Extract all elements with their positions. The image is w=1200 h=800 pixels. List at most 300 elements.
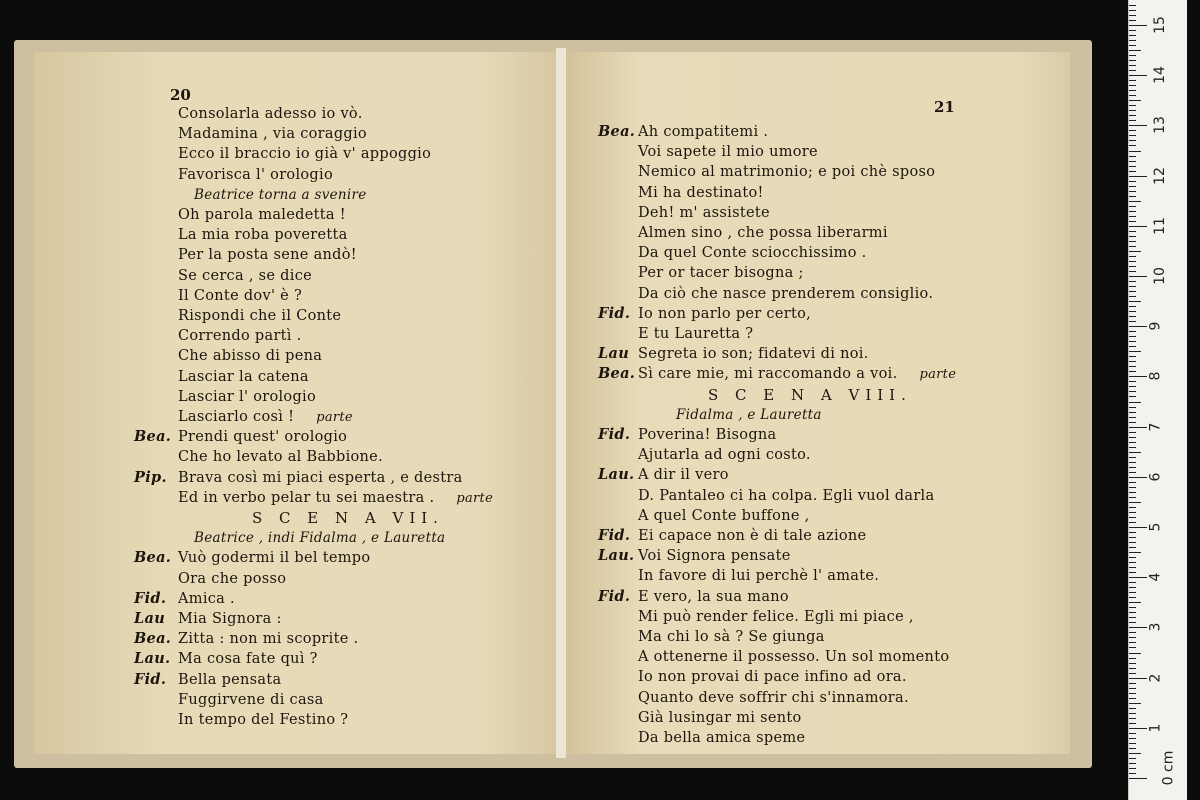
text-line: [178, 569, 286, 589]
ruler-tick: [1129, 758, 1136, 759]
ruler-tick: [1129, 502, 1141, 503]
ruler-tick: [1129, 673, 1136, 674]
ruler-tick: [1129, 517, 1136, 518]
speaker-label: Lau.: [598, 466, 635, 484]
ruler-tick: [1129, 708, 1136, 709]
ruler-tick: [1129, 261, 1136, 262]
ruler-tick: [1129, 30, 1136, 31]
line-text: Ma chi lo sà ? Se giunga: [638, 629, 825, 645]
line-text: Prendi quest' orologio: [178, 429, 348, 446]
line-text: A dir il vero: [638, 467, 729, 484]
ruler-tick: [1129, 161, 1136, 162]
text-line: [638, 203, 770, 223]
ruler-tick: [1129, 698, 1136, 699]
ruler-tick: [1129, 60, 1136, 61]
ruler-number: 13: [1151, 116, 1168, 135]
line-text: Mi ha destinato!: [638, 184, 764, 201]
ruler-tick: [1129, 171, 1136, 172]
speaker-label: Fid.: [134, 670, 167, 688]
text-line: [178, 690, 324, 710]
ruler-tick: [1129, 768, 1136, 769]
ruler-tick: [1129, 617, 1136, 618]
text-line: [638, 142, 818, 162]
ruler-tick: [1129, 266, 1136, 267]
line-text: Voi sapete il mio umore: [638, 144, 818, 161]
text-line: [638, 162, 935, 182]
speaker-label: Lau: [134, 610, 166, 627]
text-line: [598, 122, 768, 142]
ruler-tick: [1129, 738, 1136, 739]
ruler-tick: [1129, 497, 1136, 498]
ruler-tick: [1129, 186, 1136, 187]
text-line: [178, 346, 322, 366]
line-text: Ah compatitemi .: [638, 124, 769, 140]
ruler-tick: [1129, 216, 1136, 217]
ruler-tick: [1129, 301, 1141, 302]
ruler-tick: [1129, 703, 1141, 704]
ruler-tick: [1129, 286, 1136, 287]
ruler-tick: [1129, 512, 1136, 513]
text-line: [638, 607, 914, 627]
ruler-tick: [1129, 627, 1147, 628]
text-line: [708, 385, 912, 405]
ruler-tick: [1129, 688, 1136, 689]
ruler-tick: [1129, 251, 1141, 252]
text-line: [638, 627, 825, 647]
ruler-tick: [1129, 80, 1136, 81]
line-text: Mi può render felice. Egli mi piace ,: [638, 608, 914, 625]
ruler-tick: [1129, 427, 1147, 428]
ruler-number: 5: [1147, 522, 1164, 532]
ruler-tick: [1129, 181, 1136, 182]
text-line: [638, 667, 907, 687]
ruler-tick: [1129, 391, 1136, 392]
ruler-tick: [1129, 482, 1136, 483]
text-line: [134, 629, 358, 649]
text-line: [638, 243, 867, 263]
ruler-tick: [1129, 231, 1136, 232]
line-text: Per or tacer bisogna ;: [638, 265, 804, 282]
ruler-tick: [1129, 115, 1136, 116]
speaker-label: Lau.: [598, 547, 635, 565]
text-line: [178, 407, 353, 428]
ruler-tick: [1129, 412, 1136, 413]
text-line: [638, 183, 764, 203]
ruler-tick: [1129, 542, 1136, 543]
text-line: [178, 286, 302, 306]
line-text: Già lusingar mi sento: [638, 709, 802, 726]
line-text: Deh! m' assistete: [638, 204, 770, 221]
book-gutter: [556, 48, 566, 758]
text-line: [598, 364, 956, 385]
text-line: [178, 367, 309, 387]
speaker-label: Bea.: [598, 123, 636, 140]
line-text: Lasciarlo così !: [178, 409, 295, 425]
text-line: [638, 445, 811, 465]
ruler-tick: [1129, 45, 1136, 46]
ruler-tick: [1129, 35, 1136, 36]
ruler-tick: [1129, 296, 1136, 297]
text-line: [178, 144, 431, 164]
ruler-tick: [1129, 65, 1136, 66]
ruler-tick: [1129, 55, 1136, 56]
ruler-tick: [1129, 422, 1136, 423]
ruler-tick: [1129, 211, 1136, 212]
text-line: [178, 488, 493, 509]
ruler-tick: [1129, 156, 1136, 157]
ruler-tick: [1129, 567, 1136, 568]
text-line: [194, 185, 367, 205]
ruler-number: 4: [1147, 572, 1164, 582]
text-line: [178, 710, 348, 730]
ruler-tick: [1129, 196, 1136, 197]
ruler-tick: [1129, 467, 1136, 468]
text-line: [638, 708, 802, 728]
ruler-number: 1: [1147, 723, 1164, 733]
ruler-tick: [1129, 135, 1136, 136]
ruler-tick: [1129, 90, 1136, 91]
ruler-tick: [1129, 130, 1136, 131]
line-text: Bella pensata: [178, 671, 282, 688]
ruler-tick: [1129, 366, 1136, 367]
ruler-tick: [1129, 176, 1147, 177]
line-text: Fidalma , e Lauretta: [676, 406, 822, 423]
ruler-tick: [1129, 642, 1136, 643]
ruler-tick: [1129, 100, 1141, 101]
ruler-tick: [1129, 120, 1136, 121]
right-page: [566, 52, 1070, 754]
ruler-tick: [1129, 507, 1136, 508]
ruler-tick: [1129, 376, 1147, 377]
ruler-number: 6: [1147, 472, 1164, 482]
line-text: Mia Signora :: [178, 611, 282, 627]
line-text: Favorisca l' orologio: [178, 166, 333, 183]
text-line: [638, 486, 934, 506]
ruler-tick: [1129, 386, 1136, 387]
ruler-tick: [1129, 678, 1147, 679]
line-text: Ei capace non è di tale azione: [638, 528, 867, 544]
ruler-tick: [1129, 105, 1136, 106]
speaker-label: Fid.: [598, 426, 631, 443]
ruler-tick: [1129, 582, 1136, 583]
line-text: Brava così mi piaci esperta , e destra: [178, 469, 463, 486]
ruler-number: 14: [1151, 66, 1168, 85]
text-line: [134, 649, 318, 669]
ruler-tick: [1129, 226, 1147, 227]
line-text: La mia roba poveretta: [178, 227, 348, 244]
line-text: Amica .: [178, 590, 235, 607]
ruler-tick: [1129, 5, 1136, 6]
stage-direction: parte: [456, 490, 494, 506]
text-line: [178, 165, 333, 185]
ruler-tick: [1129, 693, 1136, 694]
line-text: Ora che posso: [178, 570, 287, 587]
line-text: Lasciar la catena: [178, 368, 309, 385]
ruler-tick: [1129, 612, 1136, 613]
line-text: Io non parlo per certo,: [638, 305, 812, 322]
text-line: [134, 427, 347, 447]
ruler-number: 8: [1147, 371, 1164, 381]
ruler-tick: [1129, 321, 1136, 322]
ruler-tick: [1129, 326, 1147, 327]
ruler-tick: [1129, 407, 1136, 408]
ruler-tick: [1129, 778, 1147, 779]
ruler-tick: [1129, 201, 1141, 202]
ruler-tick: [1129, 396, 1136, 397]
ruler-tick: [1129, 70, 1136, 71]
ruler-tick: [1129, 622, 1136, 623]
ruler-tick: [1129, 432, 1136, 433]
ruler-tick: [1129, 15, 1136, 16]
line-text: Che ho levato al Babbione.: [178, 449, 383, 466]
ruler-tick: [1129, 166, 1136, 167]
text-line: [598, 344, 869, 364]
line-text: D. Pantaleo ci ha colpa. Egli vuol darla: [638, 487, 935, 504]
ruler-number: 3: [1147, 622, 1164, 632]
ruler-tick: [1129, 311, 1136, 312]
text-line: [638, 223, 888, 243]
speaker-label: Bea.: [134, 428, 172, 446]
ruler-tick: [1129, 713, 1136, 714]
ruler-tick: [1129, 452, 1141, 453]
text-line: [178, 225, 348, 245]
ruler-tick: [1129, 632, 1136, 633]
ruler-tick: [1129, 346, 1136, 347]
ruler-tick: [1129, 371, 1136, 372]
ruler-tick: [1129, 306, 1136, 307]
line-text: Da ciò che nasce prenderem consiglio.: [638, 285, 934, 302]
ruler-number: 2: [1147, 673, 1164, 683]
ruler-tick: [1129, 753, 1141, 754]
ruler-tick: [1129, 351, 1141, 352]
line-text: In favore di lui perchè l' amate.: [638, 568, 880, 585]
ruler-tick: [1129, 733, 1136, 734]
line-text: Rispondi che il Conte: [178, 308, 342, 324]
line-text: E vero, la sua mano: [638, 588, 789, 605]
ruler-number: 11: [1151, 216, 1168, 235]
text-line: [638, 284, 933, 304]
ruler-tick: [1129, 537, 1136, 538]
ruler-tick: [1129, 437, 1136, 438]
ruler-tick: [1129, 85, 1136, 86]
line-text: Lasciar l' orologio: [178, 388, 316, 405]
page-number: 21: [934, 98, 955, 116]
text-line: [638, 324, 753, 344]
speaker-label: Pip.: [134, 468, 167, 486]
line-text: Per la posta sene andò!: [178, 247, 357, 264]
line-text: E tu Lauretta ?: [638, 326, 754, 342]
speaker-label: Lau: [598, 345, 630, 363]
line-text: Fuggirvene di casa: [178, 691, 324, 708]
text-line: [598, 425, 777, 445]
text-line: [178, 266, 312, 286]
line-text: Poverina! Bisogna: [638, 427, 777, 443]
speaker-label: Lau.: [134, 650, 171, 668]
ruler-tick: [1129, 140, 1136, 141]
ruler-tick: [1129, 457, 1136, 458]
ruler-tick: [1129, 532, 1136, 533]
line-text: Nemico al matrimonio; e poi chè sposo: [638, 164, 936, 181]
line-text: A quel Conte buffone ,: [638, 507, 810, 524]
stage-direction: parte: [919, 367, 957, 383]
line-text: Almen sino , che possa liberarmi: [638, 225, 888, 241]
ruler-tick: [1129, 50, 1141, 51]
text-line: [134, 589, 235, 609]
ruler-tick: [1129, 206, 1136, 207]
text-line: [134, 609, 282, 629]
text-line: [638, 647, 949, 667]
ruler-number: 7: [1147, 422, 1164, 432]
speaker-label: Bea.: [598, 365, 636, 383]
text-line: [134, 670, 281, 690]
ruler-tick: [1129, 637, 1136, 638]
page-number: 20: [170, 86, 191, 104]
ruler-tick: [1129, 236, 1136, 237]
ruler-tick: [1129, 552, 1141, 553]
line-text: Ecco il braccio io già v' appoggio: [178, 146, 432, 163]
ruler-tick: [1129, 607, 1136, 608]
ruler-tick: [1129, 151, 1141, 152]
ruler-tick: [1129, 447, 1136, 448]
line-text: Sì care mie, mi raccomando a voi.: [638, 366, 898, 383]
ruler-tick: [1129, 773, 1136, 774]
ruler-tick: [1129, 417, 1136, 418]
ruler-tick: [1129, 125, 1147, 126]
ruler-tick: [1129, 522, 1136, 523]
text-line: [638, 728, 805, 748]
line-text: Correndo partì .: [178, 328, 302, 345]
measuring-ruler: [1128, 0, 1187, 800]
ruler-tick: [1129, 718, 1136, 719]
ruler-number: 12: [1151, 166, 1168, 185]
line-text: Quanto deve soffrir chi s'innamora.: [638, 689, 909, 706]
ruler-tick: [1129, 592, 1136, 593]
speaker-label: Bea.: [134, 549, 172, 567]
text-line: [638, 566, 879, 586]
line-text: Madamina , via coraggio: [178, 126, 367, 143]
ruler-tick: [1129, 653, 1141, 654]
line-text: Segreta io son; fidatevi di noi.: [638, 346, 869, 363]
ruler-tick: [1129, 271, 1136, 272]
line-text: Consolarla adesso io vò.: [178, 106, 363, 122]
ruler-tick: [1129, 75, 1147, 76]
ruler-tick: [1129, 743, 1136, 744]
ruler-tick: [1129, 527, 1147, 528]
ruler-tick: [1129, 191, 1136, 192]
text-line: [178, 104, 363, 124]
ruler-tick: [1129, 663, 1136, 664]
ruler-tick: [1129, 281, 1136, 282]
ruler-number: 9: [1147, 321, 1164, 331]
line-text: S C E N A VIII.: [708, 385, 912, 404]
line-text: Che abisso di pena: [178, 348, 323, 365]
ruler-tick: [1129, 25, 1147, 26]
line-text: Ma cosa fate quì ?: [178, 651, 318, 668]
speaker-label: Fid.: [598, 527, 631, 544]
line-text: Il Conte dov' è ?: [178, 287, 303, 304]
ruler-tick: [1129, 402, 1141, 403]
ruler-tick: [1129, 492, 1136, 493]
ruler-tick: [1129, 40, 1136, 41]
ruler-tick: [1129, 110, 1136, 111]
line-text: Da quel Conte sciocchissimo .: [638, 245, 867, 262]
ruler-tick: [1129, 341, 1136, 342]
ruler-tick: [1129, 381, 1136, 382]
text-line: [598, 304, 811, 324]
ruler-tick: [1129, 562, 1136, 563]
text-line: [178, 447, 383, 467]
ruler-unit-label: 0 cm: [1160, 750, 1177, 786]
line-text: Io non provai di pace infino ad ora.: [638, 669, 907, 686]
speaker-label: Bea.: [134, 630, 172, 648]
line-text: A ottenerne il possesso. Un sol momento: [638, 649, 950, 666]
ruler-tick: [1129, 577, 1147, 578]
ruler-tick: [1129, 246, 1136, 247]
text-line: [194, 528, 445, 548]
ruler-tick: [1129, 668, 1136, 669]
line-text: Beatrice , indi Fidalma , e Lauretta: [194, 530, 446, 547]
line-text: Da bella amica speme: [638, 730, 806, 746]
line-text: S C E N A VII.: [252, 509, 444, 527]
ruler-tick: [1129, 487, 1136, 488]
line-text: Zitta : non mi scoprite .: [178, 631, 359, 648]
text-line: [178, 124, 367, 144]
line-text: Ajutarla ad ogni costo.: [638, 447, 811, 464]
ruler-tick: [1129, 557, 1136, 558]
text-line: [598, 465, 729, 485]
ruler-tick: [1129, 221, 1136, 222]
ruler-tick: [1129, 462, 1136, 463]
ruler-tick: [1129, 145, 1136, 146]
line-text: Voi Signora pensate: [638, 548, 791, 565]
ruler-tick: [1129, 728, 1147, 729]
ruler-tick: [1129, 658, 1136, 659]
ruler-tick: [1129, 763, 1136, 764]
line-text: Oh parola maledetta !: [178, 207, 346, 223]
text-line: [252, 508, 444, 528]
ruler-tick: [1129, 547, 1136, 548]
ruler-tick: [1129, 241, 1136, 242]
ruler-tick: [1129, 572, 1136, 573]
ruler-tick: [1129, 587, 1136, 588]
line-text: Beatrice torna a svenire: [194, 186, 367, 203]
text-line: [134, 468, 463, 488]
speaker-label: Fid.: [598, 587, 631, 605]
ruler-tick: [1129, 442, 1136, 443]
ruler-tick: [1129, 477, 1147, 478]
ruler-tick: [1129, 20, 1136, 21]
ruler-tick: [1129, 336, 1136, 337]
text-line: [598, 546, 791, 566]
text-line: [178, 306, 341, 326]
ruler-tick: [1129, 361, 1136, 362]
stage-direction: parte: [316, 410, 353, 425]
ruler-tick: [1129, 356, 1136, 357]
left-page: [34, 52, 556, 754]
line-text: In tempo del Festino ?: [178, 712, 349, 728]
ruler-number: 15: [1151, 16, 1168, 34]
text-line: [178, 245, 357, 265]
ruler-tick: [1129, 95, 1136, 96]
line-text: Ed in verbo pelar tu sei maestra .: [178, 489, 435, 506]
ruler-tick: [1129, 683, 1136, 684]
ruler-tick: [1129, 331, 1136, 332]
text-line: [638, 506, 810, 526]
text-line: [638, 263, 804, 283]
ruler-tick: [1129, 647, 1136, 648]
ruler-tick: [1129, 597, 1136, 598]
line-text: Vuò godermi il bel tempo: [178, 550, 371, 567]
